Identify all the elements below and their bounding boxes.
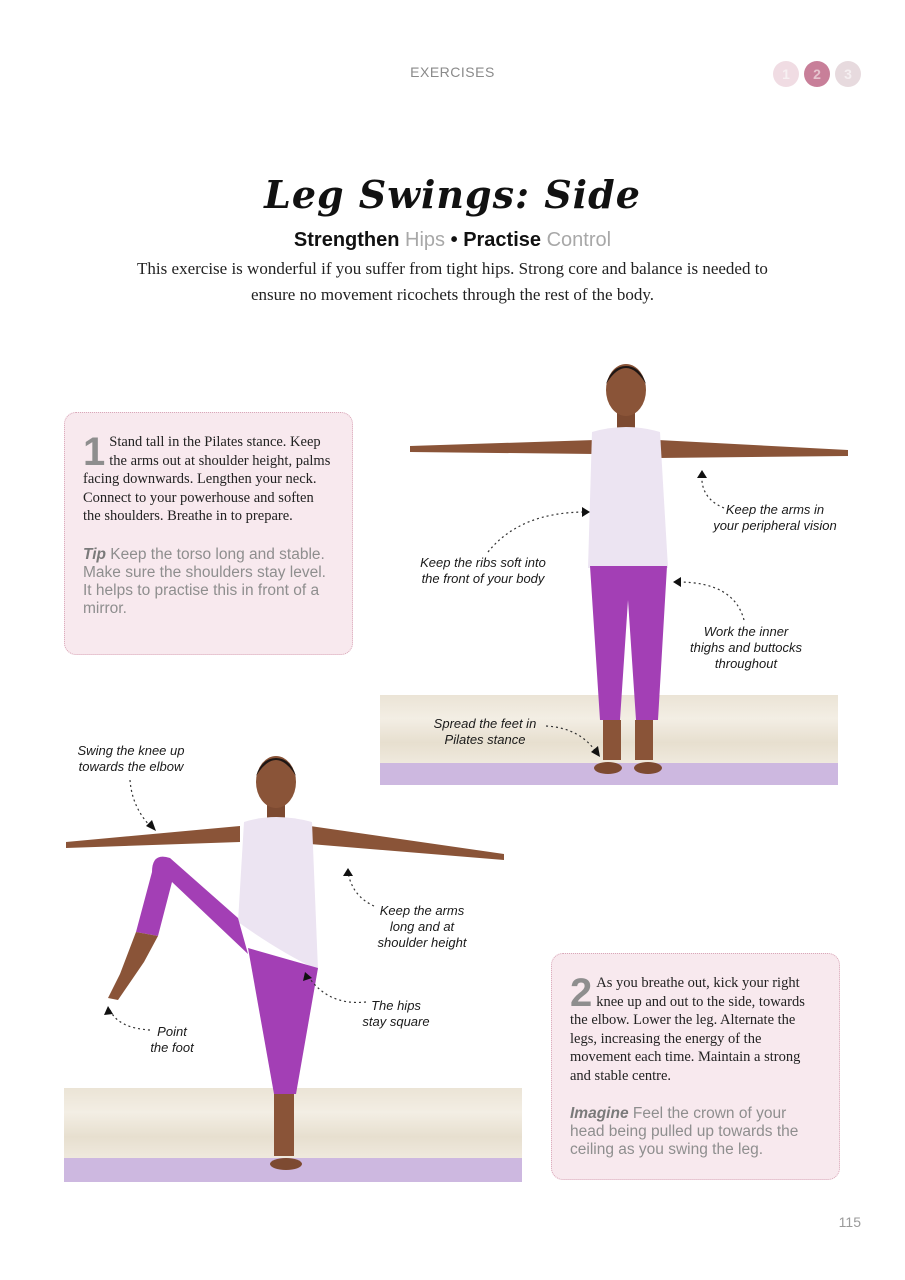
note-line: long and at	[389, 919, 455, 934]
note-line: Spread the feet in	[433, 716, 537, 731]
step-1-number: 1	[83, 430, 106, 474]
note-line: thighs and buttocks	[689, 640, 803, 655]
page-title: Leg Swings: Side	[264, 172, 641, 217]
intro-paragraph: This exercise is wonderful if you suffer from tight hips. Strong core and balance is needed to ensure no movement ricochets through the rest of the body.	[137, 259, 768, 304]
note-point-foot	[140, 1024, 204, 1056]
step-1-tip-text: Keep the torso long and stable. Make sure the shoulders stay level. It helps to practise this in front of a mirror.	[83, 545, 326, 617]
page-dot-1: 1	[773, 61, 799, 87]
note-line: Point	[157, 1024, 187, 1039]
section-label: EXERCISES	[410, 64, 495, 80]
subtitle-light-2: Control	[546, 229, 612, 251]
subtitle-light-1: Hips	[405, 229, 446, 251]
note-inner-thighs	[672, 624, 820, 672]
step-1-tip-label: Tip	[83, 545, 106, 563]
note-line: the foot	[150, 1040, 194, 1055]
page-number: 115	[838, 1214, 861, 1230]
note-spread-feet	[420, 716, 550, 748]
note-line: Keep the ribs soft into	[420, 555, 546, 570]
note-line: Keep the arms in	[725, 502, 825, 517]
note-line: Keep the arms	[379, 903, 465, 918]
note-swing-knee	[66, 743, 196, 775]
note-arms-long	[368, 903, 476, 951]
step-2-text: As you breathe out, kick your right knee up and out to the side, towards the elbow. Lower the leg. Alternate the legs, increasing the energy of the movement each time. Maintain a strong and stable centre.	[570, 975, 805, 1084]
note-line: Pilates stance	[444, 732, 526, 747]
note-line: towards the elbow	[78, 759, 184, 774]
note-arms-peripheral	[690, 502, 860, 534]
note-line: your peripheral vision	[713, 518, 837, 533]
note-line: The hips	[371, 998, 421, 1013]
page-dot-2-active: 2	[804, 61, 830, 87]
note-line: Work the inner	[703, 624, 789, 639]
step-2-tip-text: Feel the crown of your head being pulled up towards the ceiling as you swing the leg.	[570, 1105, 799, 1158]
step-2-tip-label: Imagine	[570, 1105, 629, 1122]
note-hips-square	[352, 998, 440, 1030]
note-line: the front of your body	[421, 571, 545, 586]
step-1-text: Stand tall in the Pilates stance. Keep the arms out at shoulder height, palms facing downwards. Lengthen your neck. Connect to your powerhouse and soften the shoulders. Breathe in to prepare.	[83, 434, 331, 524]
note-ribs-soft	[400, 555, 566, 587]
note-line: shoulder height	[377, 935, 467, 950]
subtitle-strong-1: Strengthen	[293, 229, 400, 251]
note-line: throughout	[714, 656, 778, 671]
note-line: Swing the knee up	[77, 743, 185, 758]
page-dot-3: 3	[835, 61, 861, 87]
note-line: stay square	[362, 1014, 430, 1029]
step-2-number: 2	[570, 971, 593, 1015]
subtitle-strong-2: Practise	[463, 229, 542, 251]
subtitle-separator: •	[450, 229, 458, 251]
